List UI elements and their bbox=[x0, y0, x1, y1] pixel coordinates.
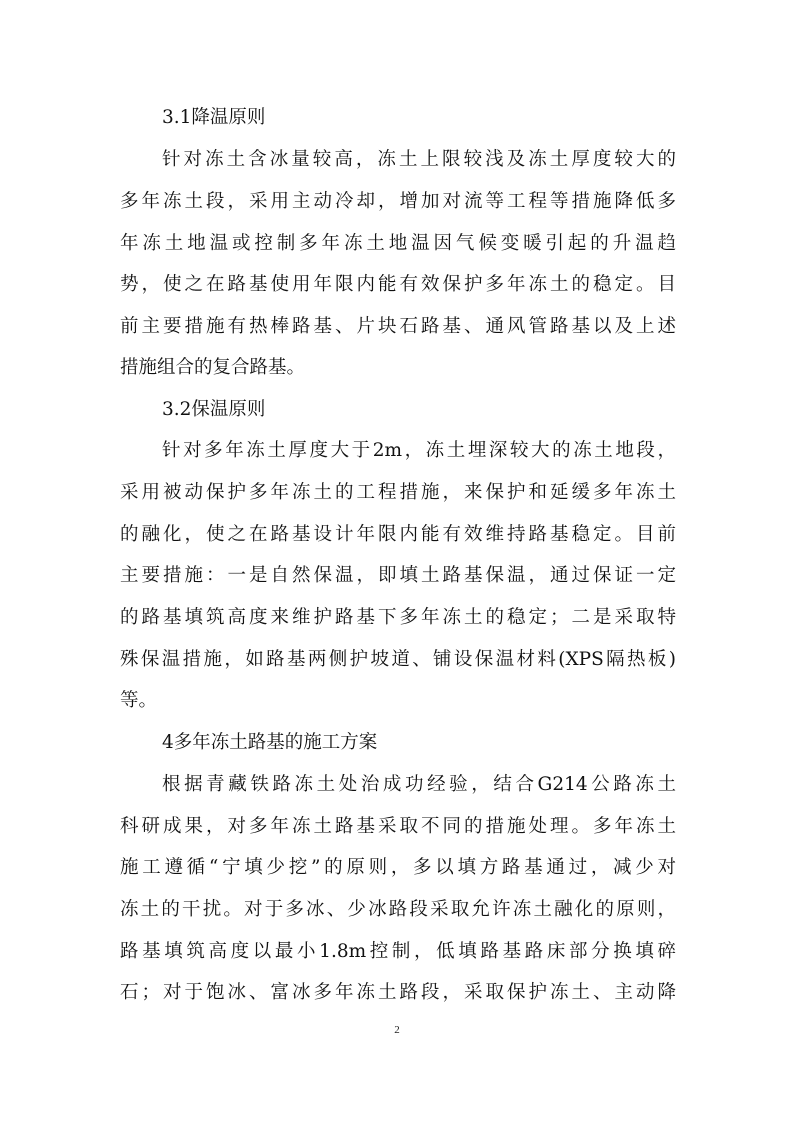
paragraph-line: 施工遵循“宁填少挖”的原则，多以填方路基通过，减少对 bbox=[120, 857, 676, 878]
paragraph-line: 石；对于饱冰、富冰多年冻土路段，采取保护冻土、主动降 bbox=[120, 982, 676, 1003]
paragraph-line: 势，使之在路基使用年限内能有效保护多年冻土的稳定。目 bbox=[120, 274, 676, 295]
section-heading-insulation: 3.2保温原则 bbox=[162, 399, 266, 420]
section-heading-construction: 4多年冻土路基的施工方案 bbox=[162, 732, 378, 753]
paragraph-line: 殊保温措施，如路基两侧护坡道、铺设保温材料(XPS隔热板) bbox=[120, 649, 676, 670]
paragraph-line: 针对冻土含冰量较高，冻土上限较浅及冻土厚度较大的 bbox=[162, 149, 676, 170]
paragraph-line: 措施组合的复合路基。 bbox=[120, 357, 306, 378]
paragraph-line: 主要措施：一是自然保温，即填土路基保温，通过保证一定 bbox=[120, 565, 676, 586]
page-number: 2 bbox=[394, 1024, 400, 1036]
paragraph-line: 冻土的干扰。对于多冰、少冰路段采取允许冻土融化的原则， bbox=[120, 899, 676, 920]
paragraph-line: 年冻土地温或控制多年冻土地温因气候变暖引起的升温趋 bbox=[120, 233, 676, 254]
paragraph-line: 前主要措施有热棒路基、片块石路基、通风管路基以及上述 bbox=[120, 316, 676, 337]
paragraph-line: 多年冻土段，采用主动冷却，增加对流等工程等措施降低多 bbox=[120, 191, 676, 212]
section-heading-cooling: 3.1降温原则 bbox=[162, 107, 266, 128]
paragraph-line: 等。 bbox=[120, 690, 158, 711]
paragraph-line: 针对多年冻土厚度大于2m，冻土埋深较大的冻土地段， bbox=[162, 440, 676, 461]
paragraph-line: 的融化，使之在路基设计年限内能有效维持路基稳定。目前 bbox=[120, 524, 676, 545]
paragraph-line: 根据青藏铁路冻土处治成功经验，结合G214公路冻土 bbox=[162, 774, 676, 795]
paragraph-line: 的路基填筑高度来维护路基下多年冻土的稳定；二是采取特 bbox=[120, 607, 676, 628]
paragraph-line: 采用被动保护多年冻土的工程措施，来保护和延缓多年冻土 bbox=[120, 482, 676, 503]
paragraph-line: 路基填筑高度以最小1.8m控制，低填路基路床部分换填碎 bbox=[120, 941, 676, 962]
paragraph-line: 科研成果，对多年冻土路基采取不同的措施处理。多年冻土 bbox=[120, 816, 676, 837]
